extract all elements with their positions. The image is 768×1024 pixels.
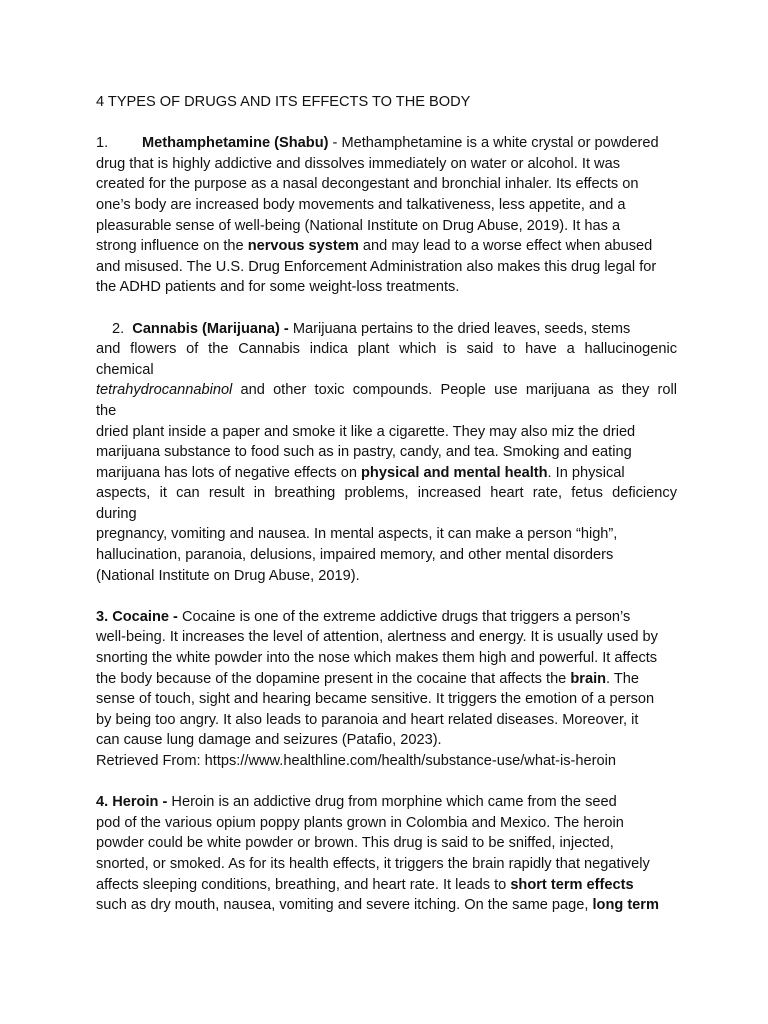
list-number: 2.: [112, 320, 125, 337]
section-cannabis: [96, 319, 677, 587]
paragraph-line: pregnancy, vomiting and nausea. In mental aspects, it can make a person “high”,: [96, 526, 618, 543]
emphasis: brain: [570, 670, 607, 687]
paragraph-line: dried plant inside a paper and smoke it like a cigarette. They may also miz the dried: [96, 423, 636, 440]
paragraph-line: 3. Cocaine - Cocaine is one of the extreme addictive drugs that triggers a person’s: [96, 608, 631, 625]
paragraph-line: 4. Heroin - Heroin is an addictive drug from morphine which came from the seed: [96, 794, 617, 811]
document-title: 4 TYPES OF DRUGS AND ITS EFFECTS TO THE BODY: [96, 94, 471, 110]
paragraph-line: aspects, it can result in breathing problems, increased heart rate, fetus deficiency: [96, 485, 677, 502]
paragraph-line: snorting the white powder into the nose which makes them high and powerful. It affects: [96, 650, 658, 667]
paragraph-line: snorted, or smoked. As for its health effects, it triggers the brain rapidly that negatively: [96, 855, 650, 872]
paragraph-line: pleasurable sense of well-being (National Institute on Drug Abuse, 2019). It has a: [96, 217, 621, 234]
paragraph-line: strong influence on the nervous system and may lead to a worse effect when abused: [96, 238, 653, 255]
paragraph-line: and flowers of the Cannabis indica plant which is said to have a hallucinogenic: [96, 341, 677, 358]
paragraph-line: pod of the various opium poppy plants grown in Colombia and Mexico. The heroin: [96, 814, 624, 831]
paragraph-line: hallucination, paranoia, delusions, impaired memory, and other mental disorders: [96, 547, 614, 564]
paragraph-line: well-being. It increases the level of attention, alertness and energy. It is usually used by: [96, 629, 658, 646]
paragraph-line: by being too angry. It also leads to paranoia and heart related diseases. Moreover, it: [96, 711, 639, 728]
section-heading: 4. Heroin -: [96, 794, 168, 811]
emphasis: tetrahydrocannabinol: [96, 382, 233, 399]
section-heroin: [96, 792, 677, 916]
paragraph-line: the body because of the dopamine present in the cocaine that affects the brain. The: [96, 670, 640, 687]
paragraph-line: (National Institute on Drug Abuse, 2019).: [96, 567, 360, 584]
paragraph-line: affects sleeping conditions, breathing, and heart rate. It leads to short term effects: [96, 876, 634, 893]
emphasis: physical and mental health: [361, 464, 548, 481]
emphasis: short term effects: [510, 876, 634, 893]
source-citation: Retrieved From: https://www.healthline.com/health/substance-use/what-is-heroin: [96, 753, 616, 769]
emphasis: long term: [592, 897, 659, 914]
paragraph-line: chemical: [96, 361, 154, 378]
section-heading: Methamphetamine (Shabu): [142, 135, 329, 152]
list-number: 1.: [96, 135, 109, 152]
spacer: [96, 586, 677, 607]
paragraph-line: such as dry mouth, nausea, vomiting and severe itching. On the same page, long term: [96, 897, 659, 914]
spacer: [96, 772, 677, 793]
paragraph-line: powder could be white powder or brown. This drug is said to be sniffed, injected,: [96, 835, 614, 852]
document-page: [96, 92, 677, 916]
paragraph-line: 2. Cannabis (Marijuana) - Marijuana pertains to the dried leaves, seeds, stems: [112, 320, 631, 337]
spacer: [96, 113, 677, 134]
spacer: [96, 298, 677, 319]
paragraph-line: one’s body are increased body movements and talkativeness, less appetite, and a: [96, 196, 626, 213]
paragraph-line: tetrahydrocannabinol and other toxic compounds. People use marijuana as they roll: [96, 382, 677, 399]
paragraph-line: marijuana has lots of negative effects on physical and mental health. In physical: [96, 464, 625, 481]
paragraph-line: the ADHD patients and for some weight-loss treatments.: [96, 279, 460, 296]
section-cocaine: [96, 607, 677, 772]
paragraph-line: can cause lung damage and seizures (Patafio, 2023).: [96, 732, 442, 749]
paragraph-line: marijuana substance to food such as in pastry, candy, and tea. Smoking and eating: [96, 444, 632, 461]
paragraph-line: 1. Methamphetamine (Shabu) - Methamphetamine is a white crystal or powdered: [96, 133, 677, 154]
paragraph-line: the: [96, 402, 117, 419]
paragraph-line: drug that is highly addictive and dissolves immediately on water or alcohol. It was: [96, 155, 621, 172]
paragraph-line: created for the purpose as a nasal decongestant and bronchial inhaler. Its effects on: [96, 176, 639, 193]
section-heading: 3. Cocaine -: [96, 608, 178, 625]
section-heading: Cannabis (Marijuana) -: [132, 320, 289, 337]
paragraph-line: during: [96, 505, 137, 522]
paragraph-line: and misused. The U.S. Drug Enforcement Administration also makes this drug legal for: [96, 258, 657, 275]
paragraph-line: sense of touch, sight and hearing became sensitive. It triggers the emotion of a person: [96, 691, 655, 708]
emphasis: nervous system: [247, 238, 359, 255]
section-methamphetamine: [96, 133, 677, 298]
